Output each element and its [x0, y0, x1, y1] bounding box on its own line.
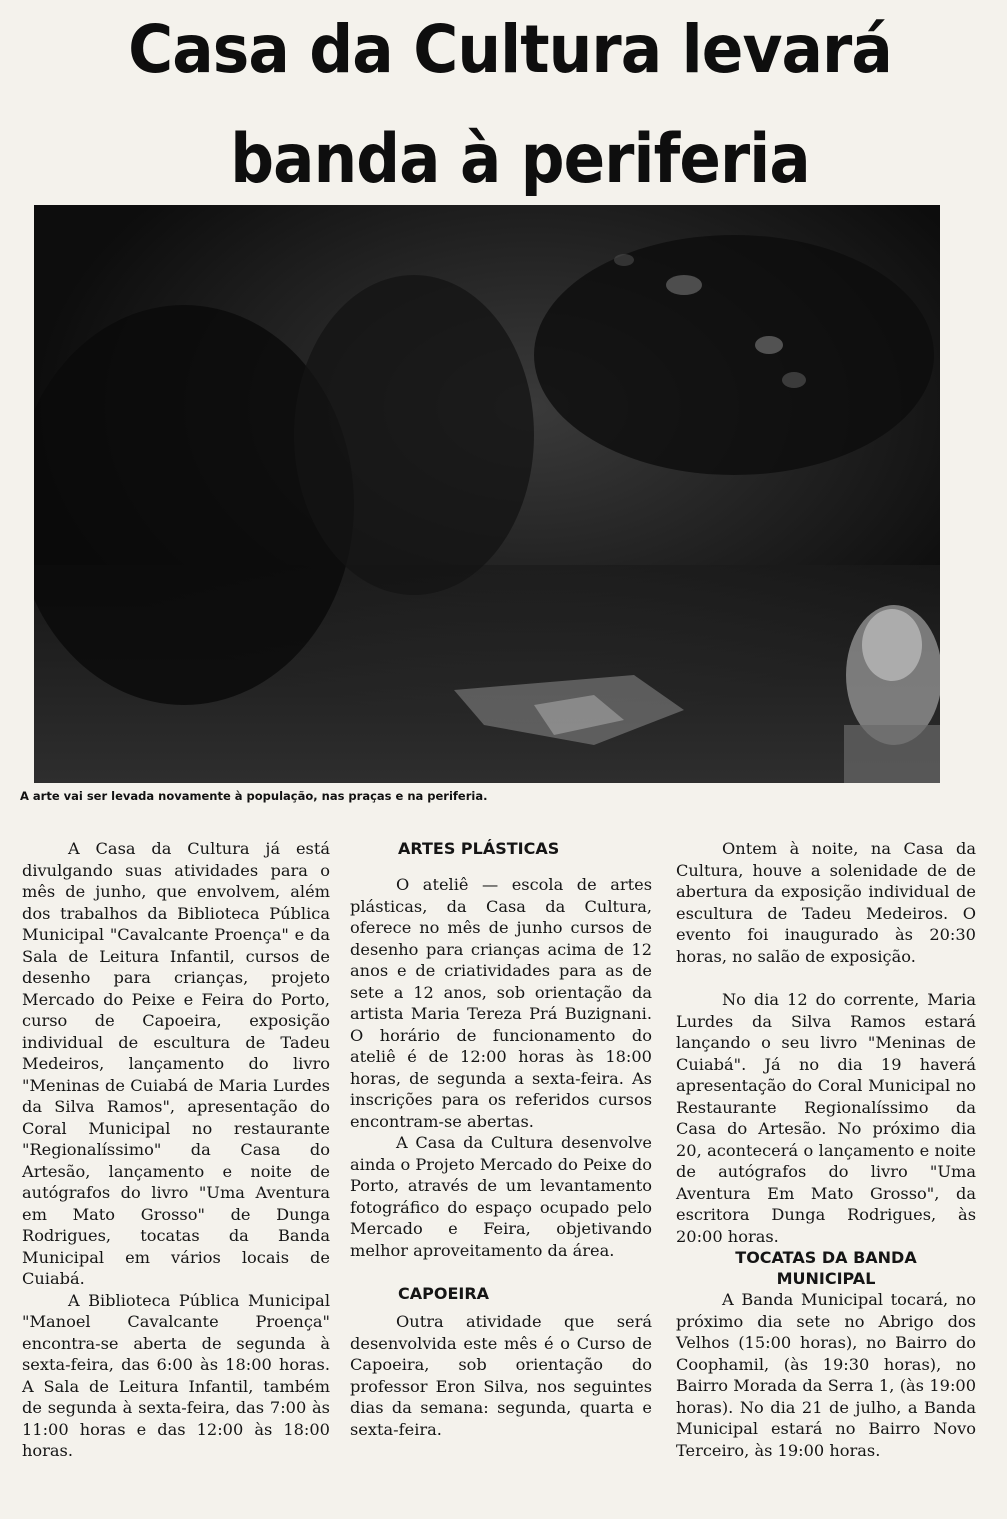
article-column-3	[676, 838, 976, 1461]
headline-line-2: banda à periferia	[230, 120, 810, 199]
paragraph: O ateliê — escola de artes plásticas, da Casa da Cultura, oferece no mês de junho cursos de desenho para crianças acima de 12 anos e de criatividades para as de sete a 12 anos, sob orientação da artista Maria Tereza Prá Buzignani. O horário de funcionamento do ateliê é de 12:00 horas às 18:00 horas, de segunda a sexta-feira. As inscrições para os referidos cursos encontram-se abertas.	[350, 875, 652, 1131]
headline-line-1: Casa da Cultura levará	[128, 11, 892, 88]
section-heading-tocatas: TOCATAS DA BANDA MUNICIPAL	[735, 1248, 917, 1288]
paragraph: Ontem à noite, na Casa da Cultura, houve a solenidade de de abertura da exposição individual de escultura de Tadeu Medeiros. O evento foi inaugurado às 20:30 horas, no salão de exposição.	[676, 839, 976, 966]
paragraph: No dia 12 do corrente, Maria Lurdes da Silva Ramos estará lançando o seu livro "Meninas de Cuiabá". Já no dia 19 haverá apresentação do Coral Municipal no Restaurante Regionalíssimo da Casa do Artesão. No próximo dia 20, acontecerá o lançamento e noite de autógrafos do livro "Uma Aventura Em Mato Grosso", da escritora Dunga Rodrigues, às 20:00 horas.	[676, 990, 976, 1246]
article-column-2	[350, 838, 652, 1440]
news-photo	[34, 205, 940, 783]
paragraph: A Biblioteca Pública Municipal "Manoel Cavalcante Proença" encontra-se aberta de segunda à sexta-feira, das 6:00 às 18:00 horas. A Sala de Leitura Infantil, também de segunda à sexta-feira, das 7:00 às 11:00 horas e das 12:00 às 18:00 horas.	[22, 1290, 330, 1460]
paragraph: A Casa da Cultura já está divulgando suas atividades para o mês de junho, que envolvem, além dos trabalhos da Biblioteca Pública Municipal "Cavalcante Proença" e da Sala de Leitura Infantil, cursos de desenho para crianças, projeto Mercado do Peixe e Feira do Porto, curso de Capoeira, exposição individual de escultura de Tadeu Medeiros, lançamento do livro "Meninas de Cuiabá de Maria Lurdes da Silva Ramos", apresentação do Coral Municipal no restaurante "Regionalíssimo" da Casa do Artesão, lançamento e noite de autógrafos do livro "Uma Aventura em Mato Grosso" de Dunga Rodrigues, tocatas da Banda Municipal em vários locais de Cuiabá.	[22, 839, 330, 1288]
paragraph: Outra atividade que será desenvolvida este mês é o Curso de Capoeira, sob orientação do professor Eron Silva, nos seguintes dias da semana: segunda, quarta e sexta-feira.	[350, 1312, 652, 1439]
article-column-1	[22, 838, 330, 1462]
photo-caption: A arte vai ser levada novamente à população, nas praças e na periferia.	[20, 789, 488, 803]
paragraph: A Banda Municipal tocará, no próximo dia sete no Abrigo dos Velhos (15:00 horas), no Bairro do Coophamil, (às 19:30 horas), no Bairro Morada da Serra 1, (às 19:00 horas). No dia 21 de julho, a Banda Municipal estará no Bairro Novo Terceiro, às 19:00 horas.	[676, 1290, 976, 1460]
section-heading-artes-plasticas: ARTES PLÁSTICAS	[398, 839, 560, 858]
section-heading-capoeira: CAPOEIRA	[398, 1284, 490, 1303]
paragraph: A Casa da Cultura desenvolve ainda o Projeto Mercado do Peixe do Porto, através de um levantamento fotográfico do espaço ocupado pelo Mercado e Feira, objetivando melhor aproveitamento da área.	[350, 1133, 652, 1260]
